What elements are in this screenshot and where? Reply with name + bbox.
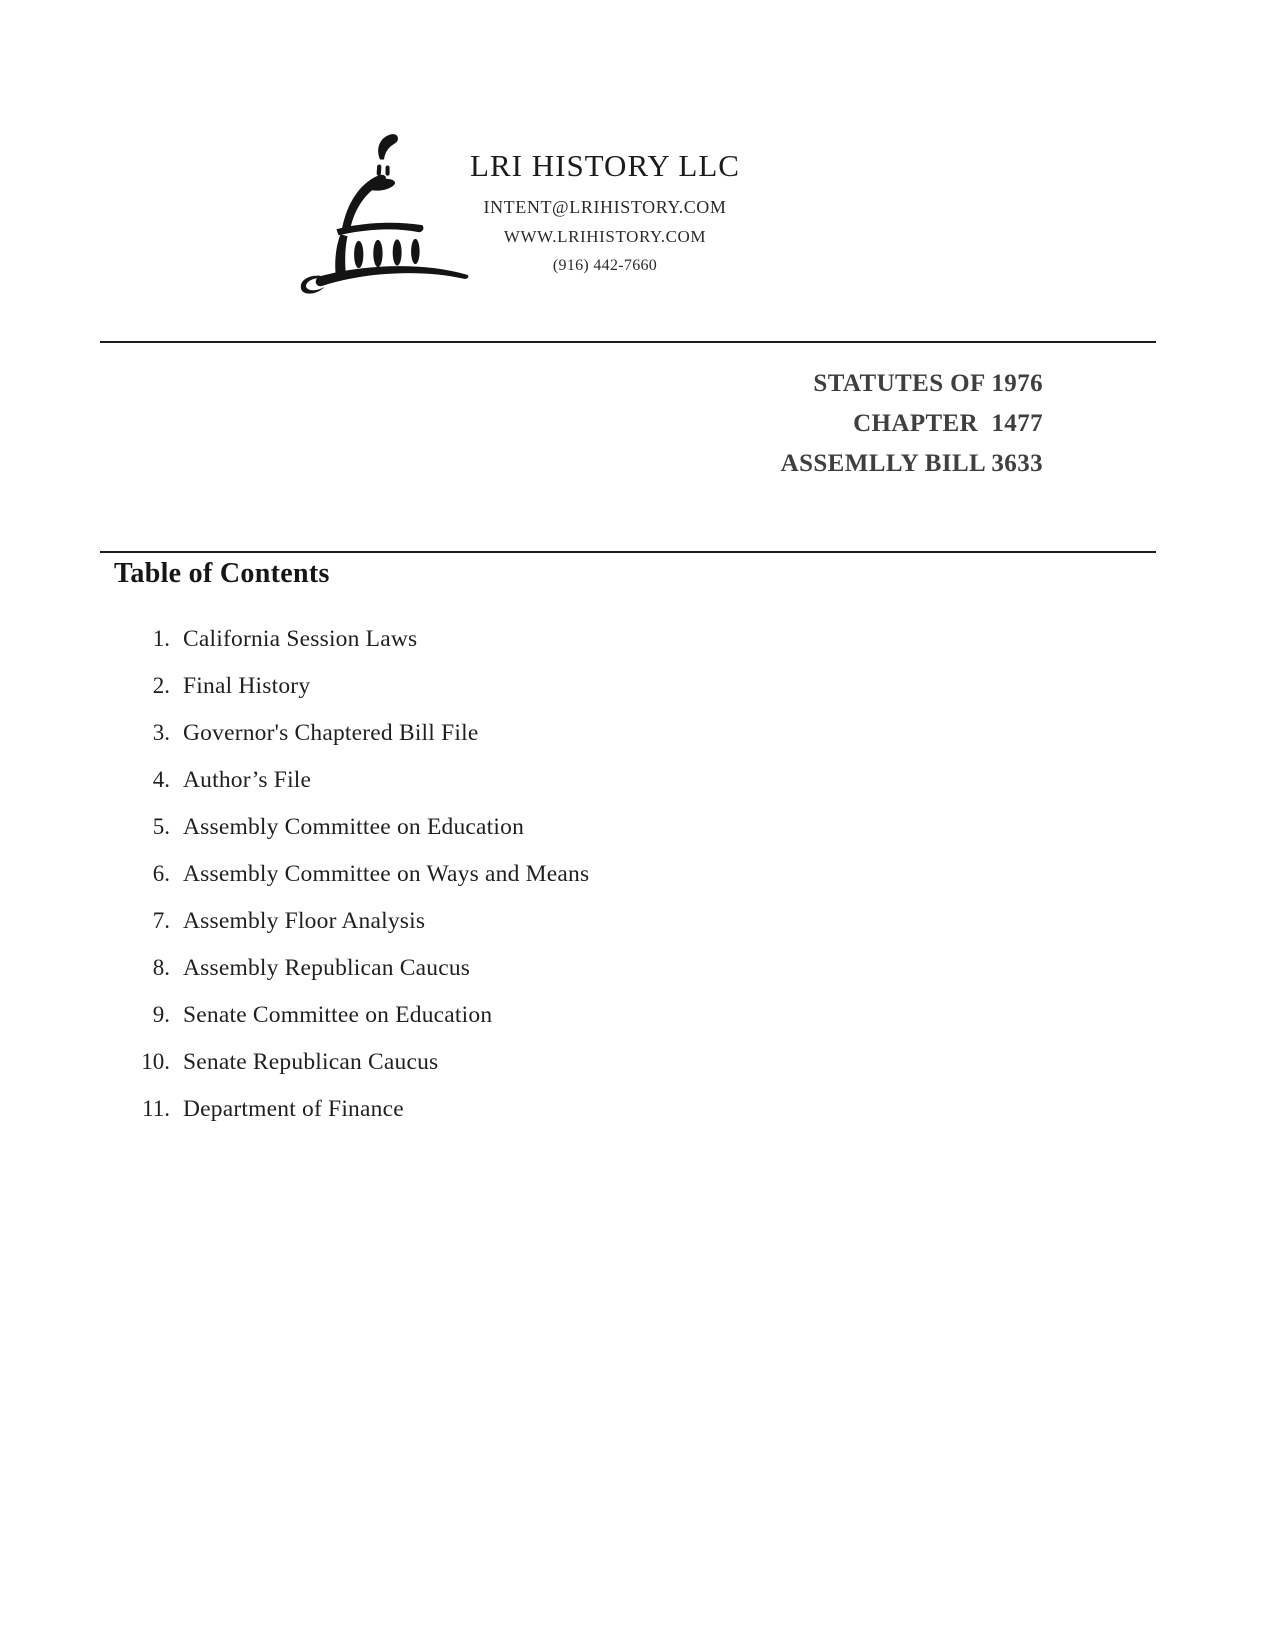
toc-item	[113, 814, 589, 861]
toc-list	[113, 626, 589, 1143]
toc-item	[113, 720, 589, 767]
website-text: WWW.LRIHISTORY.COM	[503, 227, 707, 246]
toc-item	[113, 1096, 589, 1143]
toc-item-number: 2.	[152, 673, 170, 698]
toc-item-label: Author’s File	[183, 767, 312, 793]
document-heading	[781, 364, 1043, 484]
statutes-line: STATUTES OF 1976	[813, 370, 1043, 397]
chapter-line: CHAPTER 1477	[853, 410, 1043, 437]
company-name: LRI HISTORY LLC	[470, 148, 740, 183]
letterhead	[405, 148, 805, 275]
divider-top	[100, 341, 1156, 343]
toc-item-label: Senate Republican Caucus	[183, 1049, 439, 1075]
toc-item	[113, 955, 589, 1002]
toc-item-number: 10.	[141, 1049, 170, 1074]
email-text: INTENT@LRIHISTORY.COM	[483, 197, 727, 217]
toc-item-number: 3.	[152, 720, 170, 745]
toc-item-number: 11.	[142, 1096, 170, 1121]
toc-item-number: 9.	[152, 1002, 170, 1027]
toc-item	[113, 767, 589, 814]
toc-item-number: 8.	[152, 955, 170, 980]
toc-item-label: Assembly Republican Caucus	[183, 955, 471, 981]
toc-item	[113, 1049, 589, 1096]
toc-item-label: Assembly Committee on Education	[183, 814, 525, 840]
toc-item-number: 5.	[152, 814, 170, 839]
toc-item-number: 7.	[152, 908, 170, 933]
toc-item-number: 1.	[152, 626, 170, 651]
toc-item	[113, 908, 589, 955]
toc-item-number: 6.	[152, 861, 170, 886]
toc-item-number: 4.	[152, 767, 170, 792]
toc-item-label: California Session Laws	[183, 626, 418, 652]
toc-item-label: Assembly Committee on Ways and Means	[183, 861, 590, 887]
toc-title: Table of Contents	[114, 558, 330, 589]
toc-item	[113, 1002, 589, 1049]
toc-item-label: Senate Committee on Education	[183, 1002, 493, 1028]
toc-item-label: Assembly Floor Analysis	[183, 908, 426, 934]
assembly-bill-line: ASSEMLLY BILL 3633	[780, 450, 1043, 477]
divider-bottom	[100, 551, 1156, 553]
toc-item	[113, 626, 589, 673]
toc-item-label: Governor's Chaptered Bill File	[183, 720, 479, 746]
toc-item-label: Department of Finance	[183, 1096, 404, 1122]
phone-text: (916) 442-7660	[552, 257, 658, 274]
toc-item	[113, 673, 589, 720]
toc-item-label: Final History	[183, 673, 311, 699]
toc-item	[113, 861, 589, 908]
